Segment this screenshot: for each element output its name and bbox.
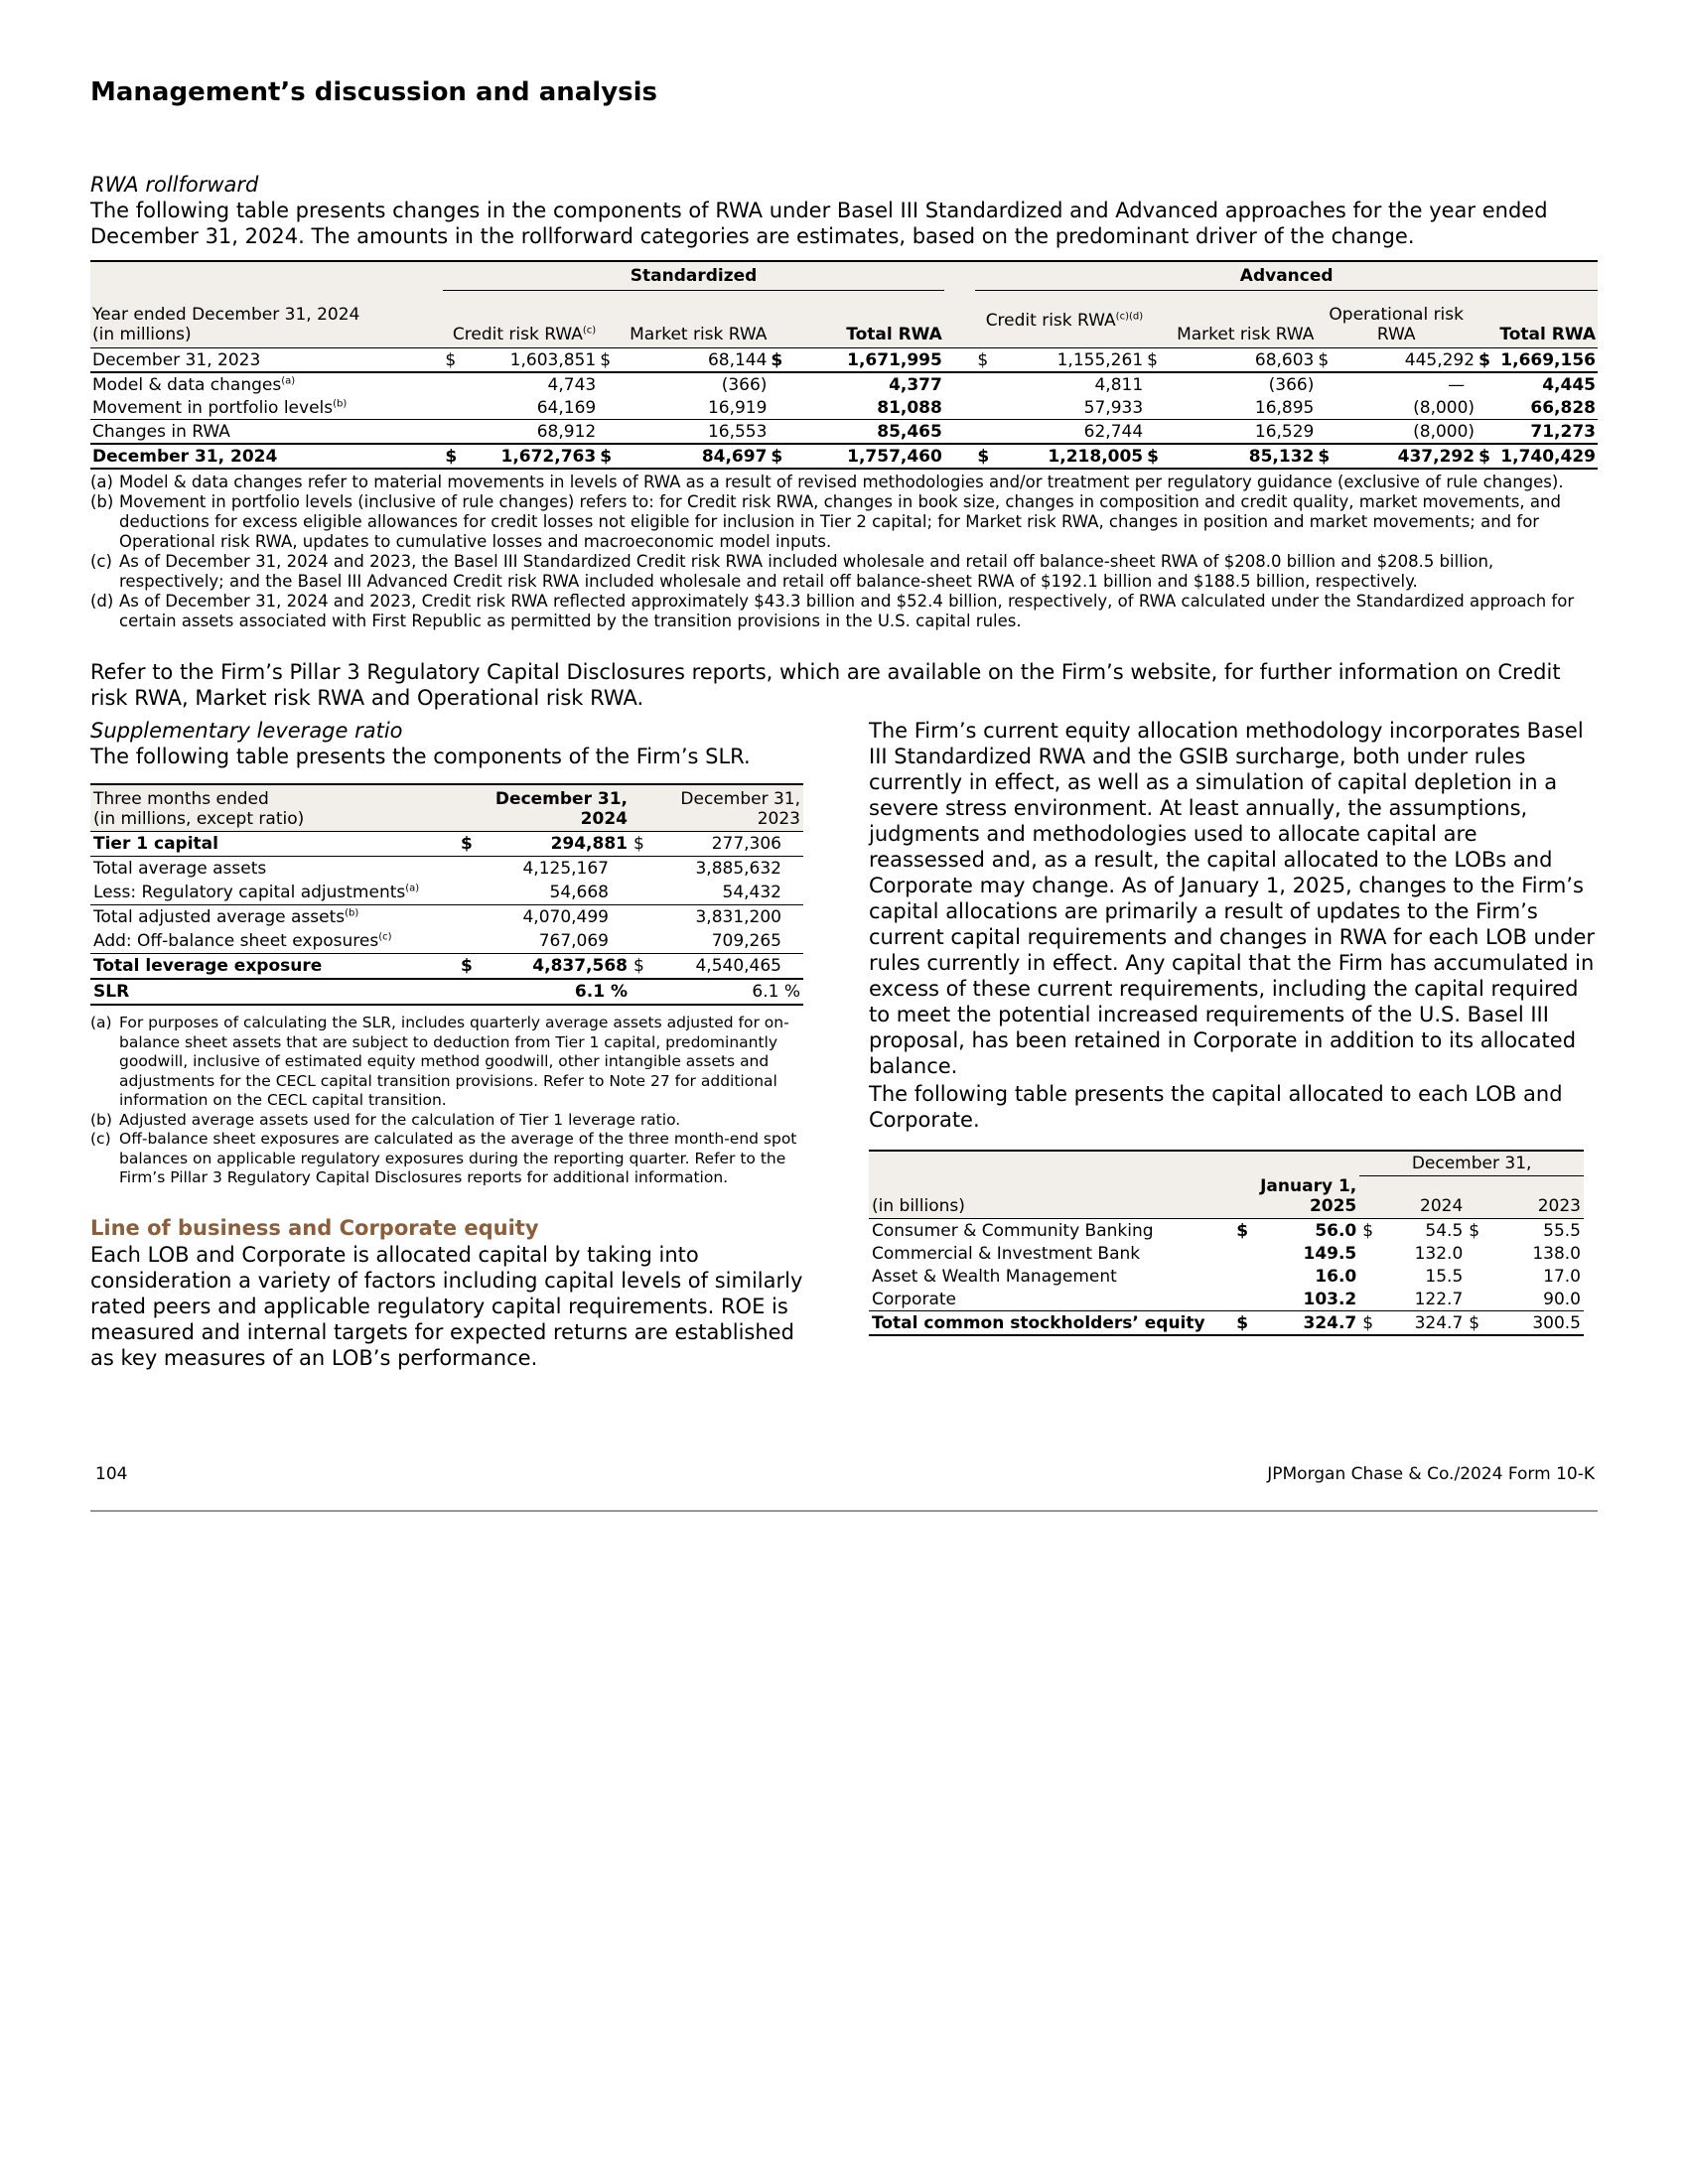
cell-2024: 767,069 [482,929,631,954]
table-row [90,444,1598,469]
cell-total-std: 4,377 [889,374,942,395]
cell-2024: 6.1 % [482,979,631,1005]
cell-credit-adv: 4,811 [1094,374,1144,395]
dollar-sign: $ [458,832,482,857]
dollar-sign: $ [769,348,785,373]
cap-col-2023: 2023 [1489,1176,1584,1219]
slr-col-2024 [482,784,631,832]
slr-col-2024-line2: 2024 [580,809,628,829]
cell-market-adv: 85,132 [1162,444,1317,469]
capital-allocation-table [869,1150,1584,1336]
footnote-label: (c) [90,1130,111,1148]
cell-oper-adv: 437,292 [1333,444,1477,469]
cell-credit-std: 1,603,851 [460,348,598,373]
slr-row-header [90,784,458,832]
slr-col-2023-line1: December 31, [680,789,800,809]
footnote-label: (a) [90,1014,112,1031]
cell-credit-std: 68,912 [460,420,598,445]
cell-jan: 103.2 [1257,1288,1359,1311]
cell-2024: 54,668 [482,881,631,905]
cell-oper-adv: (8,000) [1333,396,1477,420]
cell-2023: 300.5 [1489,1311,1584,1336]
rwa-col-market-adv: Market risk RWA [1145,291,1316,348]
row-label: December 31, 2023 [92,349,261,370]
cap-col-jan [1257,1176,1359,1219]
footnote-label: (b) [90,1110,112,1129]
publication-name: JPMorgan Chase & Co./2024 Form 10-K [1267,1464,1595,1484]
row-sup: (b) [345,907,359,919]
footnote-label: (b) [90,492,114,511]
footnote-text: For purposes of calculating the SLR, includes quarterly average assets adjusted for on-balance sheet assets that are subject to deduction from Tier 1 capital, predominantly goodwill, inclusive of estimated equity method goodwill, other intangible assets and adjustments for the CECL capital transition provisions. Refer to Note 27 for additional information on the CECL capital transition. [119,1014,789,1109]
cell-credit-adv: 1,155,261 [993,348,1145,373]
table-row [90,372,1598,396]
cell-2024: 54.5 [1425,1220,1464,1241]
cell-jan: 16.0 [1315,1266,1357,1287]
footnote-label: (a) [90,473,113,491]
cell-2024: 122.7 [1383,1288,1466,1311]
row-label: Asset & Wealth Management [872,1266,1117,1287]
footnote [90,1130,805,1188]
cell-credit-adv: 62,744 [993,420,1145,445]
row-label: Model & data changes [92,374,282,395]
cell-2024: 4,837,568 [482,954,631,980]
cell-total-std: 1,757,460 [785,444,944,469]
dollar-sign: $ [1359,1311,1383,1336]
cell-market-std: 84,697 [615,444,770,469]
cell-2023: 4,540,465 [654,954,803,980]
rwa-col-credit-adv [975,291,1145,348]
slr-row-header-line2: (in millions, except ratio) [93,809,305,829]
footnote-label: (d) [90,592,114,611]
slr-footnotes [90,1014,805,1188]
footnote [90,1111,805,1131]
table-row [90,420,1598,445]
dollar-sign: $ [975,444,993,469]
cell-2023: 90.0 [1489,1288,1584,1311]
dollar-sign: $ [631,832,654,857]
slr-subtitle: Supplementary leverage ratio [90,719,403,743]
cell-2023: 17.0 [1543,1266,1581,1287]
cell-2024: 294,881 [482,832,631,857]
table-row [869,1311,1584,1336]
lob-heading: Line of business and Corporate equity [90,1216,539,1240]
cell-oper-adv: 445,292 [1333,348,1477,373]
table-row [869,1288,1584,1311]
cell-2024: 4,070,499 [522,907,609,927]
cap-col-jan-line1: January 1, [1260,1176,1357,1196]
cell-oper-adv: — [1448,374,1466,395]
dollar-sign: $ [1233,1311,1257,1336]
row-sup: (c) [378,931,392,943]
table-row [869,1242,1584,1265]
footnote [90,1014,805,1111]
rwa-col-credit-adv-sup: (c) [1115,311,1129,323]
cell-2024: 132.0 [1414,1243,1464,1264]
dollar-sign: $ [598,348,615,373]
cell-market-std: 16,919 [615,396,770,420]
footnote-text: As of December 31, 2024 and 2023, Credit risk RWA reflected approximately $43.3 billion and $52.4 billion, respectively, of RWA calculated under the Standardized approach for certain assets associated with First Republic as permitted by the transition provisions in the U.S. capital rules. [119,592,1575,630]
cell-market-std: 16,553 [615,420,770,445]
page-number: 104 [95,1464,128,1484]
rwa-col-credit-std-label: Credit risk RWA [452,325,583,344]
table-row [90,832,803,857]
rwa-table [90,260,1598,470]
dollar-sign: $ [1362,1220,1374,1241]
cell-total-adv: 71,273 [1493,420,1598,445]
rwa-col-oper-adv: Operational risk RWA [1316,291,1477,348]
table-row [90,857,803,882]
row-label: Total common stockholders’ equity [869,1311,1233,1336]
slr-col-2023-line2: 2023 [757,809,800,829]
footnote [90,492,1595,552]
rwa-intro: The following table presents changes in the components of RWA under Basel III Standardized and Advanced approaches for the year ended December 31, 2024. The amounts in the rollforward categories are estimates, based on the predominant driver of the change. [90,199,1548,248]
cell-total-std: 81,088 [785,396,944,420]
row-sup: (a) [405,883,420,894]
cell-credit-std: 1,672,763 [460,444,598,469]
cell-credit-std: 64,169 [460,396,598,420]
row-label: Changes in RWA [92,421,230,442]
footnote [90,592,1595,631]
row-label: Movement in portfolio levels [92,397,334,418]
table-row [869,1219,1584,1243]
dollar-sign: $ [458,954,482,980]
dollar-sign: $ [1316,444,1333,469]
footnote-text: Movement in portfolio levels (inclusive of rule changes) refers to: for Credit risk RWA, changes in book size, changes in composition and credit quality, market movements, and deductions for excess eligible allowances for credit losses not eligible for inclusion in Tier 2 capital; for Market risk RWA, changes in position and market movements; and for Operational risk RWA, updates to cumulative losses and macroeconomic model inputs. [119,492,1561,551]
cell-total-std: 85,465 [785,420,944,445]
cell-credit-adv: 57,933 [993,396,1145,420]
cell-2024: 324.7 [1383,1311,1466,1336]
cell-2024: 15.5 [1425,1266,1464,1287]
cell-market-adv: 68,603 [1162,348,1317,373]
cell-total-adv: 1,740,429 [1493,444,1598,469]
row-label: December 31, 2024 [92,446,278,467]
cell-jan: 56.0 [1315,1220,1357,1241]
rwa-group-standardized: Standardized [443,261,944,291]
cell-market-adv: (366) [1268,374,1315,395]
cell-total-adv: 66,828 [1493,396,1598,420]
cap-dec-header: December 31, [1359,1151,1584,1176]
slr-row-header-line1: Three months ended [93,789,269,809]
right-para-2: The following table presents the capital allocated to each LOB and Corporate. [869,1082,1563,1132]
cell-market-adv: 16,529 [1162,420,1317,445]
cell-2023: 3,885,632 [695,859,781,879]
slr-col-2024-line1: December 31, [494,789,628,809]
table-row [90,881,803,905]
row-label: Total leverage exposure [90,954,458,980]
dollar-sign: $ [443,348,460,373]
cell-market-std: 68,144 [615,348,770,373]
row-sup: (b) [333,397,348,409]
row-label: SLR [90,979,458,1005]
rwa-col-market-std: Market risk RWA [598,291,769,348]
cell-2023: 709,265 [654,929,803,954]
cell-market-std: (366) [721,374,768,395]
footnote [90,552,1595,592]
footnote [90,473,1595,492]
row-label: Add: Off-balance sheet exposures [93,931,379,951]
cell-jan: 149.5 [1303,1243,1357,1264]
rwa-row-header-line2: (in millions) [92,325,192,344]
table-row [869,1265,1584,1288]
row-label: Total adjusted average assets [93,907,346,927]
cell-oper-adv: (8,000) [1333,420,1477,445]
footnote-text: As of December 31, 2024 and 2023, the Basel III Standardized Credit risk RWA included wholesale and retail off balance-sheet RWA of $208.0 billion and $208.5 billion, respectively; and the Basel III Advanced Credit risk RWA included wholesale and retail off balance-sheet RWA of $192.1 billion and $188.5 billion, respectively. [119,552,1494,591]
cell-2023: 3,831,200 [695,907,781,927]
cell-market-adv: 16,895 [1162,396,1317,420]
dollar-sign: $ [1466,1311,1489,1336]
table-row [90,954,803,980]
table-row [90,979,803,1005]
rwa-refer-text: Refer to the Firm’s Pillar 3 Regulatory Capital Disclosures reports, which are available on the Firm’s website, for further information on Credit risk RWA, Market risk RWA and Operational risk RWA. [90,660,1561,710]
cell-credit-adv: 1,218,005 [993,444,1145,469]
cell-total-adv: 4,445 [1542,374,1596,395]
cell-credit-std: 4,743 [547,374,597,395]
cell-total-std: 1,671,995 [785,348,944,373]
footnote-label: (c) [90,552,112,571]
row-label: Consumer & Community Banking [872,1220,1154,1241]
cell-2024: 4,125,167 [522,859,609,879]
cell-2023: 6.1 % [654,979,803,1005]
rwa-col-credit-std [443,291,598,348]
cap-row-header: (in billions) [869,1176,1233,1219]
rwa-col-credit-adv-label: Credit risk RWA [985,311,1116,331]
cell-2023: 55.5 [1543,1220,1581,1241]
row-label: Less: Regulatory capital adjustments [93,883,406,902]
table-row [90,348,1598,373]
rwa-col-total-std: Total RWA [769,291,943,348]
cell-2023: 277,306 [654,832,803,857]
dollar-sign: $ [631,954,654,980]
rwa-row-header [90,291,443,348]
dollar-sign: $ [975,348,993,373]
rwa-subtitle: RWA rollforward [90,173,259,197]
slr-col-2023 [654,784,803,832]
footnote-text: Adjusted average assets used for the calculation of Tier 1 leverage ratio. [119,1110,681,1129]
row-sup: (a) [281,374,296,386]
dollar-sign: $ [1316,348,1333,373]
dollar-sign: $ [598,444,615,469]
dollar-sign: $ [1477,444,1493,469]
dollar-sign: $ [1477,348,1493,373]
table-row [90,905,803,930]
table-row [90,396,1598,420]
cell-2023: 54,432 [654,881,803,905]
dollar-sign: $ [1469,1220,1480,1241]
slr-intro: The following table presents the components of the Firm’s SLR. [90,745,751,768]
dollar-sign: $ [443,444,460,469]
right-para-1: The Firm’s current equity allocation methodology incorporates Basel III Standardized RWA and the GSIB surcharge, both under rules currently in effect, as well as a simulation of capital depletion in a severe stress environment. At least annually, the assumptions, judgments and methodologies used to allocate capital are reassessed and, as a result, the capital allocated to the LOBs and Corporate may change. As of January 1, 2025, changes to the Firm’s capital allocations are primarily a result of updates to the Firm’s current capital requirements and changes in RWA for each LOB under rules currently in effect. Any capital that the Firm has accumulated in excess of these current requirements, including the capital required to meet the potential increased requirements of the U.S. Basel III proposal, has been retained in Corporate in addition to its allocated balance. [869,719,1596,1078]
rwa-group-advanced: Advanced [975,261,1598,291]
cap-col-2024: 2024 [1383,1176,1466,1219]
lob-paragraph: Each LOB and Corporate is allocated capital by taking into consideration a variety of factors including capital levels of similarly rated peers and applicable regulatory capital requirements. ROE is measured and internal targets for expected returns are established as key measures of an LOB’s performance. [90,1243,803,1370]
rwa-footnotes [90,473,1595,631]
dollar-sign: $ [1145,444,1162,469]
cell-jan: 324.7 [1257,1311,1359,1336]
dollar-sign: $ [1236,1220,1249,1241]
rwa-col-credit-std-sup: (c) [582,325,597,337]
row-label: Tier 1 capital [90,832,458,857]
rwa-col-total-adv: Total RWA [1477,291,1598,348]
footnote-text: Model & data changes refer to material movements in levels of RWA as a result of revised methodologies and/or treatment per regulatory guidance (exclusive of rule changes). [119,473,1564,491]
footnote-text: Off-balance sheet exposures are calculated as the average of the three month-end spot balances on applicable regulatory exposures during the reporting quarter. Refer to the Firm’s Pillar 3 Regulatory Capital Disclosures reports for additional information. [119,1130,797,1186]
rwa-row-header-line1: Year ended December 31, 2024 [92,305,360,325]
footer-divider [90,1510,1598,1512]
dollar-sign: $ [1145,348,1162,373]
row-label: Total average assets [93,859,267,879]
cap-col-jan-line2: 2025 [1309,1196,1357,1216]
cell-total-adv: 1,669,156 [1493,348,1598,373]
row-label: Corporate [869,1288,1233,1311]
table-row [90,929,803,954]
dollar-sign: $ [769,444,785,469]
cell-2023: 138.0 [1532,1243,1581,1264]
rwa-col-credit-adv-sup2: (d) [1128,311,1144,323]
page-title: Management’s discussion and analysis [90,77,658,107]
row-label: Commercial & Investment Bank [872,1243,1141,1264]
slr-table [90,783,803,1006]
